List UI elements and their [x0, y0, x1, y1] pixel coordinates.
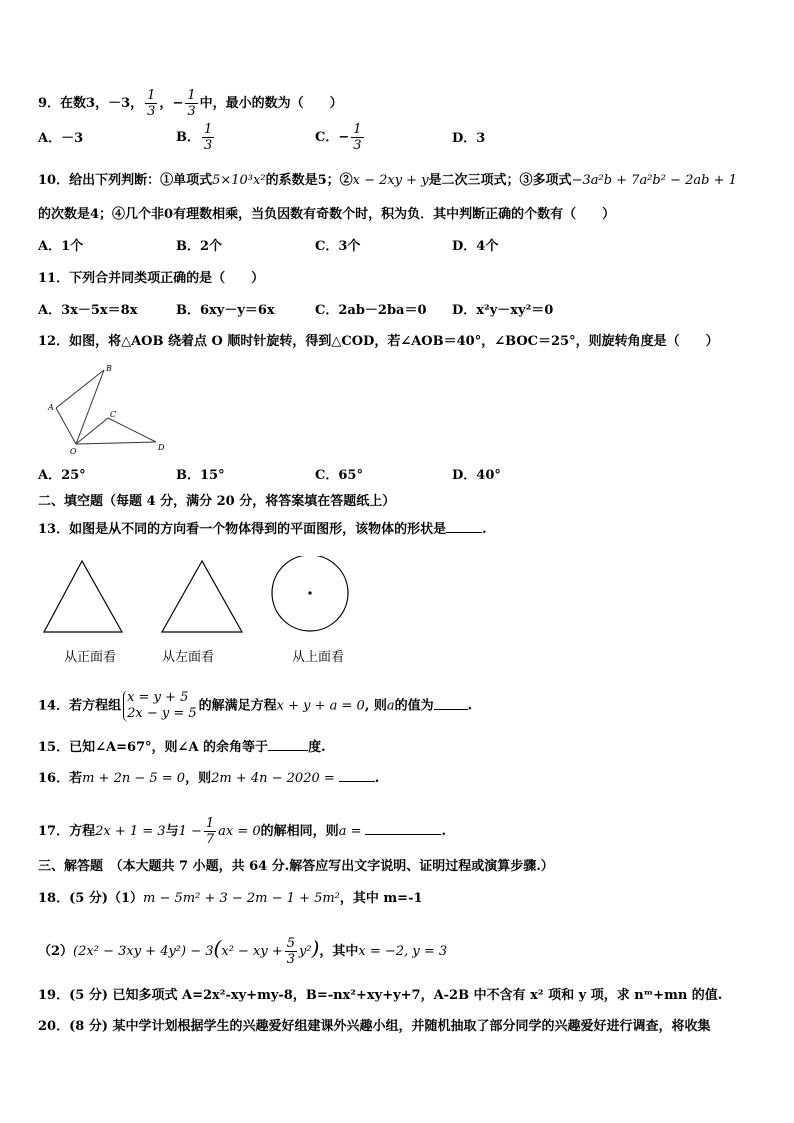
- fraction-neg-one-third: $\frac{1}{3}$: [187, 88, 196, 119]
- q12-option-c: C．65°: [315, 468, 363, 483]
- segment-od: [76, 442, 156, 444]
- left-view-triangle: [162, 561, 242, 632]
- question-9-stem: 9．在数3，－3， $\frac{1}{3}$ ，− $\frac{1}{3}$ 中，最小的数为（ ）: [38, 88, 343, 119]
- q9-option-b: B． $\frac{1}{3}$: [176, 122, 213, 153]
- q11-option-b: B．6xy－y＝6x: [176, 303, 275, 318]
- question-18-part1: 18．(5 分)（1）m − 5m² + 3 − 2m − 1 + 5m²，其中 m=-1: [38, 891, 423, 906]
- equation-system: x = y + 5 2x − y = 5: [123, 690, 197, 722]
- question-19-stem: 19．(5 分) 已知多项式 A=2x²-xy+my-8，B=-nx²+xy+y+7，A-2B 中不含有 x² 项和 y 项，求 nᵐ+mn 的值.: [38, 988, 723, 1003]
- q11-option-c: C．2ab－2ba＝0: [315, 303, 427, 318]
- label-a: A: [48, 403, 54, 412]
- question-12-stem: 12．如图，将△AOB 绕着点 O 顺时针旋转，得到△COD，若∠AOB＝40°，∠BOC＝25°，则旋转角度是（ ）: [38, 334, 719, 349]
- label-c: C: [110, 410, 117, 419]
- question-13-stem: 13．如图是从不同的方向看一个物体得到的平面图形，该物体的形状是 .: [38, 522, 487, 537]
- top-view-center-dot: [308, 591, 311, 594]
- three-views-figure: [38, 556, 368, 638]
- q12-option-b: B．15°: [176, 468, 225, 483]
- q12-option-a: A．25°: [38, 468, 86, 483]
- label-o: O: [70, 447, 77, 456]
- front-view-triangle: [44, 561, 122, 632]
- question-14-stem: 14．若方程组 x = y + 5 2x − y = 5 的解满足方程x + y + a = 0, 则a的值为 .: [38, 690, 473, 721]
- fraction-one-third: $\frac{1}{3}$: [147, 88, 156, 119]
- question-20-stem: 20．(8 分) 某中学计划根据学生的兴趣爱好组建课外兴趣小组，并随机抽取了部分同学的兴趣爱好进行调查，将收集: [38, 1019, 711, 1034]
- rotation-figure: [40, 362, 180, 462]
- question-15-stem: 15．已知∠A=67°，则∠A 的余角等于 度.: [38, 740, 326, 755]
- question-11-stem: 11．下列合并同类项正确的是（ ）: [38, 271, 265, 286]
- q10-option-b: B．2个: [176, 239, 223, 254]
- q12-option-d: D．40°: [452, 468, 501, 483]
- q11-option-a: A．3x－5x＝8x: [38, 303, 138, 318]
- question-16-stem: 16．若m + 2n − 5 = 0，则2m + 4n − 2020 = .: [38, 771, 380, 786]
- label-d: D: [158, 443, 165, 452]
- question-10-line1: 10．给出下列判断：①单项式5×10³x²的系数是5；②x − 2xy + y是二次三项式；③多项式−3a²b + 7a²b² − 2ab + 1: [38, 173, 737, 188]
- question-17-stem: 17．方程2x + 1 = 3与1 − $\frac{1}{7}$ ax = 0的解相同，则a = .: [38, 816, 446, 847]
- segment-cd: [108, 418, 156, 442]
- caption-top-view: 从上面看: [292, 650, 345, 665]
- caption-front-view: 从正面看: [64, 650, 117, 665]
- q11-option-d: D．x²y－xy²＝0: [452, 303, 554, 318]
- q9-option-d: D．3: [452, 131, 486, 146]
- fraction-five-thirds: $\frac{5}{3}$: [286, 936, 296, 967]
- label-b: B: [106, 364, 112, 373]
- q9-option-a: A．－3: [38, 131, 84, 146]
- q10-option-c: C．3个: [315, 239, 361, 254]
- q10-option-a: A．1个: [38, 239, 84, 254]
- segment-oa: [56, 408, 76, 444]
- q9-option-c: C．− $\frac{1}{3}$: [315, 122, 362, 153]
- fraction-one-seventh: $\frac{1}{7}$: [205, 816, 215, 847]
- q10-option-d: D．4个: [452, 239, 499, 254]
- question-18-part2: （2）(2x² − 3xy + 4y²) − 3(x² − xy + $\frac{5}{3}$ y²)，其中x = −2, y = 3: [38, 936, 448, 967]
- question-10-line2: 的次数是4；④几个非0有理数相乘，当负因数有奇数个时，积为负．其中判断正确的个数有（ ）: [38, 207, 616, 222]
- section-3-heading: 三、解答题 （本大题共 7 小题，共 64 分.解答应写出文字说明、证明过程或演算步骤.）: [38, 859, 554, 874]
- caption-left-view: 从左面看: [162, 650, 215, 665]
- section-2-heading: 二、填空题（每题 4 分，满分 20 分，将答案填在答题纸上）: [38, 494, 396, 509]
